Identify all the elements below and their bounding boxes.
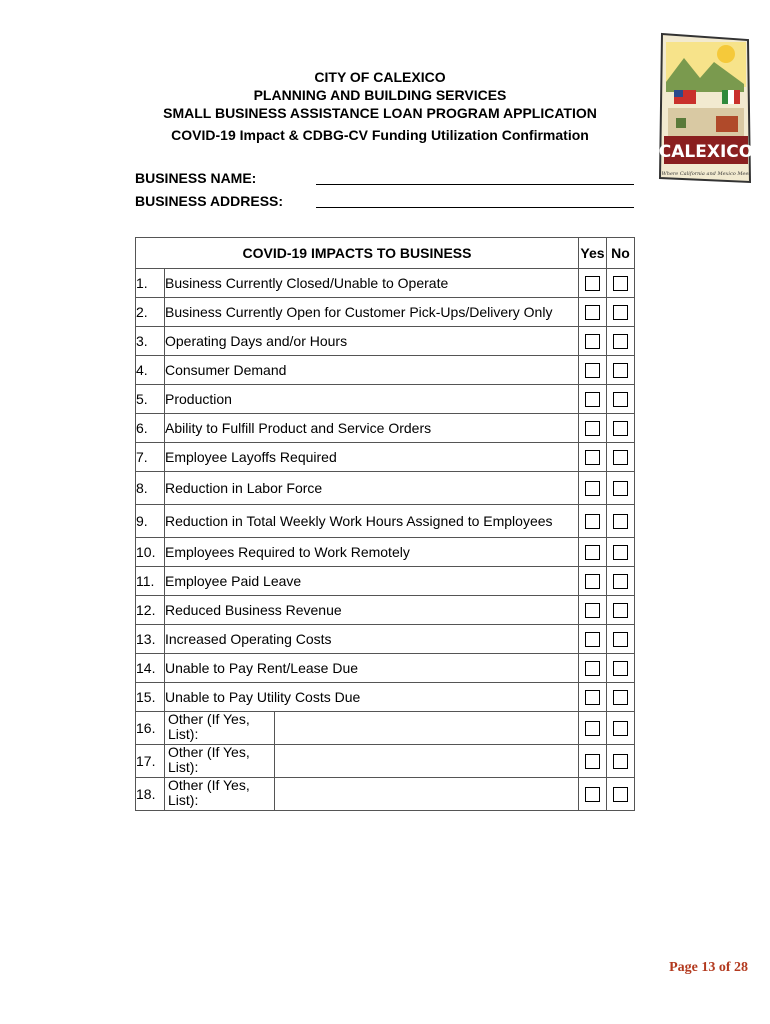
no-cell: [607, 712, 635, 745]
no-cell: [607, 625, 635, 654]
no-checkbox[interactable]: [613, 334, 628, 349]
yes-cell: [579, 443, 607, 472]
yes-header: Yes: [579, 238, 607, 269]
yes-cell: [579, 327, 607, 356]
row-description: Increased Operating Costs: [165, 625, 579, 654]
yes-cell: [579, 567, 607, 596]
row-number: 10.: [136, 538, 165, 567]
table-row: [136, 269, 635, 298]
yes-checkbox[interactable]: [585, 721, 600, 736]
table-row: [136, 625, 635, 654]
no-checkbox[interactable]: [613, 450, 628, 465]
row-number: 2.: [136, 298, 165, 327]
no-cell: [607, 385, 635, 414]
row-number: 15.: [136, 683, 165, 712]
no-cell: [607, 269, 635, 298]
no-cell: [607, 654, 635, 683]
no-checkbox[interactable]: [613, 392, 628, 407]
row-description: Employees Required to Work Remotely: [165, 538, 579, 567]
other-row: [136, 745, 635, 778]
yes-checkbox[interactable]: [585, 574, 600, 589]
other-list-field[interactable]: [275, 712, 578, 744]
other-label: Other (If Yes, List):: [165, 712, 275, 744]
business-name-field[interactable]: [316, 184, 634, 185]
row-description: Employee Layoffs Required: [165, 443, 579, 472]
row-number: 5.: [136, 385, 165, 414]
no-checkbox[interactable]: [613, 363, 628, 378]
row-number: 12.: [136, 596, 165, 625]
yes-checkbox[interactable]: [585, 661, 600, 676]
table-row: [136, 327, 635, 356]
row-description: Operating Days and/or Hours: [165, 327, 579, 356]
row-number: 3.: [136, 327, 165, 356]
no-checkbox[interactable]: [613, 632, 628, 647]
yes-cell: [579, 385, 607, 414]
table-title: COVID-19 IMPACTS TO BUSINESS: [136, 238, 579, 269]
yes-cell: [579, 683, 607, 712]
row-description: Production: [165, 385, 579, 414]
no-cell: [607, 745, 635, 778]
business-name-label: BUSINESS NAME:: [135, 170, 257, 186]
yes-checkbox[interactable]: [585, 276, 600, 291]
yes-cell: [579, 538, 607, 567]
no-checkbox[interactable]: [613, 754, 628, 769]
yes-checkbox[interactable]: [585, 787, 600, 802]
no-cell: [607, 567, 635, 596]
no-cell: [607, 538, 635, 567]
no-header: No: [607, 238, 635, 269]
table-row: [136, 356, 635, 385]
form-subtitle: COVID-19 Impact & CDBG-CV Funding Utilization Confirmation: [171, 127, 589, 143]
table-row: [136, 538, 635, 567]
row-number: 11.: [136, 567, 165, 596]
yes-cell: [579, 745, 607, 778]
row-description: Reduced Business Revenue: [165, 596, 579, 625]
yes-checkbox[interactable]: [585, 421, 600, 436]
yes-cell: [579, 356, 607, 385]
yes-checkbox[interactable]: [585, 363, 600, 378]
business-address-field[interactable]: [316, 207, 634, 208]
no-cell: [607, 505, 635, 538]
row-number: 8.: [136, 472, 165, 505]
page-number: Page 13 of 28: [669, 960, 748, 975]
yes-cell: [579, 654, 607, 683]
no-checkbox[interactable]: [613, 690, 628, 705]
yes-checkbox[interactable]: [585, 514, 600, 529]
table-row: [136, 654, 635, 683]
yes-cell: [579, 778, 607, 811]
yes-cell: [579, 596, 607, 625]
row-number: 7.: [136, 443, 165, 472]
table-row: [136, 443, 635, 472]
row-description: Business Currently Closed/Unable to Operate: [165, 269, 579, 298]
program-title: SMALL BUSINESS ASSISTANCE LOAN PROGRAM APPLICATION: [163, 105, 597, 121]
no-checkbox[interactable]: [613, 514, 628, 529]
no-cell: [607, 443, 635, 472]
yes-cell: [579, 505, 607, 538]
row-number: 16.: [136, 712, 165, 745]
no-checkbox[interactable]: [613, 545, 628, 560]
no-cell: [607, 683, 635, 712]
table-row: [136, 596, 635, 625]
no-cell: [607, 778, 635, 811]
yes-checkbox[interactable]: [585, 754, 600, 769]
table-row: [136, 567, 635, 596]
yes-checkbox[interactable]: [585, 334, 600, 349]
logo-text: CALEXICO: [658, 142, 754, 162]
row-number: 4.: [136, 356, 165, 385]
no-checkbox[interactable]: [613, 481, 628, 496]
row-description: Reduction in Total Weekly Work Hours Assigned to Employees: [165, 505, 579, 538]
yes-cell: [579, 414, 607, 443]
row-description: Ability to Fulfill Product and Service Orders: [165, 414, 579, 443]
yes-checkbox[interactable]: [585, 603, 600, 618]
other-list-field[interactable]: [275, 745, 578, 777]
no-checkbox[interactable]: [613, 603, 628, 618]
yes-checkbox[interactable]: [585, 481, 600, 496]
yes-checkbox[interactable]: [585, 305, 600, 320]
no-cell: [607, 298, 635, 327]
other-row: [136, 778, 635, 811]
no-checkbox[interactable]: [613, 276, 628, 291]
table-header-row: [136, 238, 635, 269]
table-row: [136, 414, 635, 443]
row-number: 17.: [136, 745, 165, 778]
no-checkbox[interactable]: [613, 787, 628, 802]
no-checkbox[interactable]: [613, 305, 628, 320]
row-number: 14.: [136, 654, 165, 683]
other-row: [136, 712, 635, 745]
yes-checkbox[interactable]: [585, 545, 600, 560]
row-number: 6.: [136, 414, 165, 443]
other-label: Other (If Yes, List):: [165, 745, 275, 777]
row-description: Consumer Demand: [165, 356, 579, 385]
no-cell: [607, 327, 635, 356]
yes-checkbox[interactable]: [585, 632, 600, 647]
table-row: [136, 298, 635, 327]
other-description-cell: [165, 745, 579, 778]
yes-cell: [579, 298, 607, 327]
row-number: 1.: [136, 269, 165, 298]
no-cell: [607, 472, 635, 505]
document-header: [130, 68, 630, 144]
other-description-cell: [165, 712, 579, 745]
table-row: [136, 505, 635, 538]
no-checkbox[interactable]: [613, 721, 628, 736]
row-description: Unable to Pay Utility Costs Due: [165, 683, 579, 712]
no-checkbox[interactable]: [613, 661, 628, 676]
table-row: [136, 683, 635, 712]
calexico-logo: [656, 32, 754, 184]
yes-cell: [579, 625, 607, 654]
no-cell: [607, 356, 635, 385]
yes-checkbox[interactable]: [585, 690, 600, 705]
row-number: 9.: [136, 505, 165, 538]
logo-tagline: Where California and Mexico Meet: [661, 171, 751, 177]
yes-checkbox[interactable]: [585, 392, 600, 407]
row-description: Business Currently Open for Customer Pick-Ups/Delivery Only: [165, 298, 579, 327]
other-label: Other (If Yes, List):: [165, 778, 275, 810]
yes-cell: [579, 269, 607, 298]
department-title: PLANNING AND BUILDING SERVICES: [253, 87, 507, 103]
yes-cell: [579, 712, 607, 745]
no-cell: [607, 414, 635, 443]
other-list-field[interactable]: [275, 778, 578, 810]
no-checkbox[interactable]: [613, 574, 628, 589]
yes-checkbox[interactable]: [585, 450, 600, 465]
row-description: Employee Paid Leave: [165, 567, 579, 596]
row-description: Unable to Pay Rent/Lease Due: [165, 654, 579, 683]
other-description-cell: [165, 778, 579, 811]
city-title: CITY OF CALEXICO: [314, 69, 446, 85]
row-number: 13.: [136, 625, 165, 654]
impacts-table: [135, 237, 635, 811]
row-number: 18.: [136, 778, 165, 811]
table-row: [136, 385, 635, 414]
no-cell: [607, 596, 635, 625]
yes-cell: [579, 472, 607, 505]
business-address-label: BUSINESS ADDRESS:: [135, 193, 284, 209]
table-row: [136, 472, 635, 505]
row-description: Reduction in Labor Force: [165, 472, 579, 505]
no-checkbox[interactable]: [613, 421, 628, 436]
